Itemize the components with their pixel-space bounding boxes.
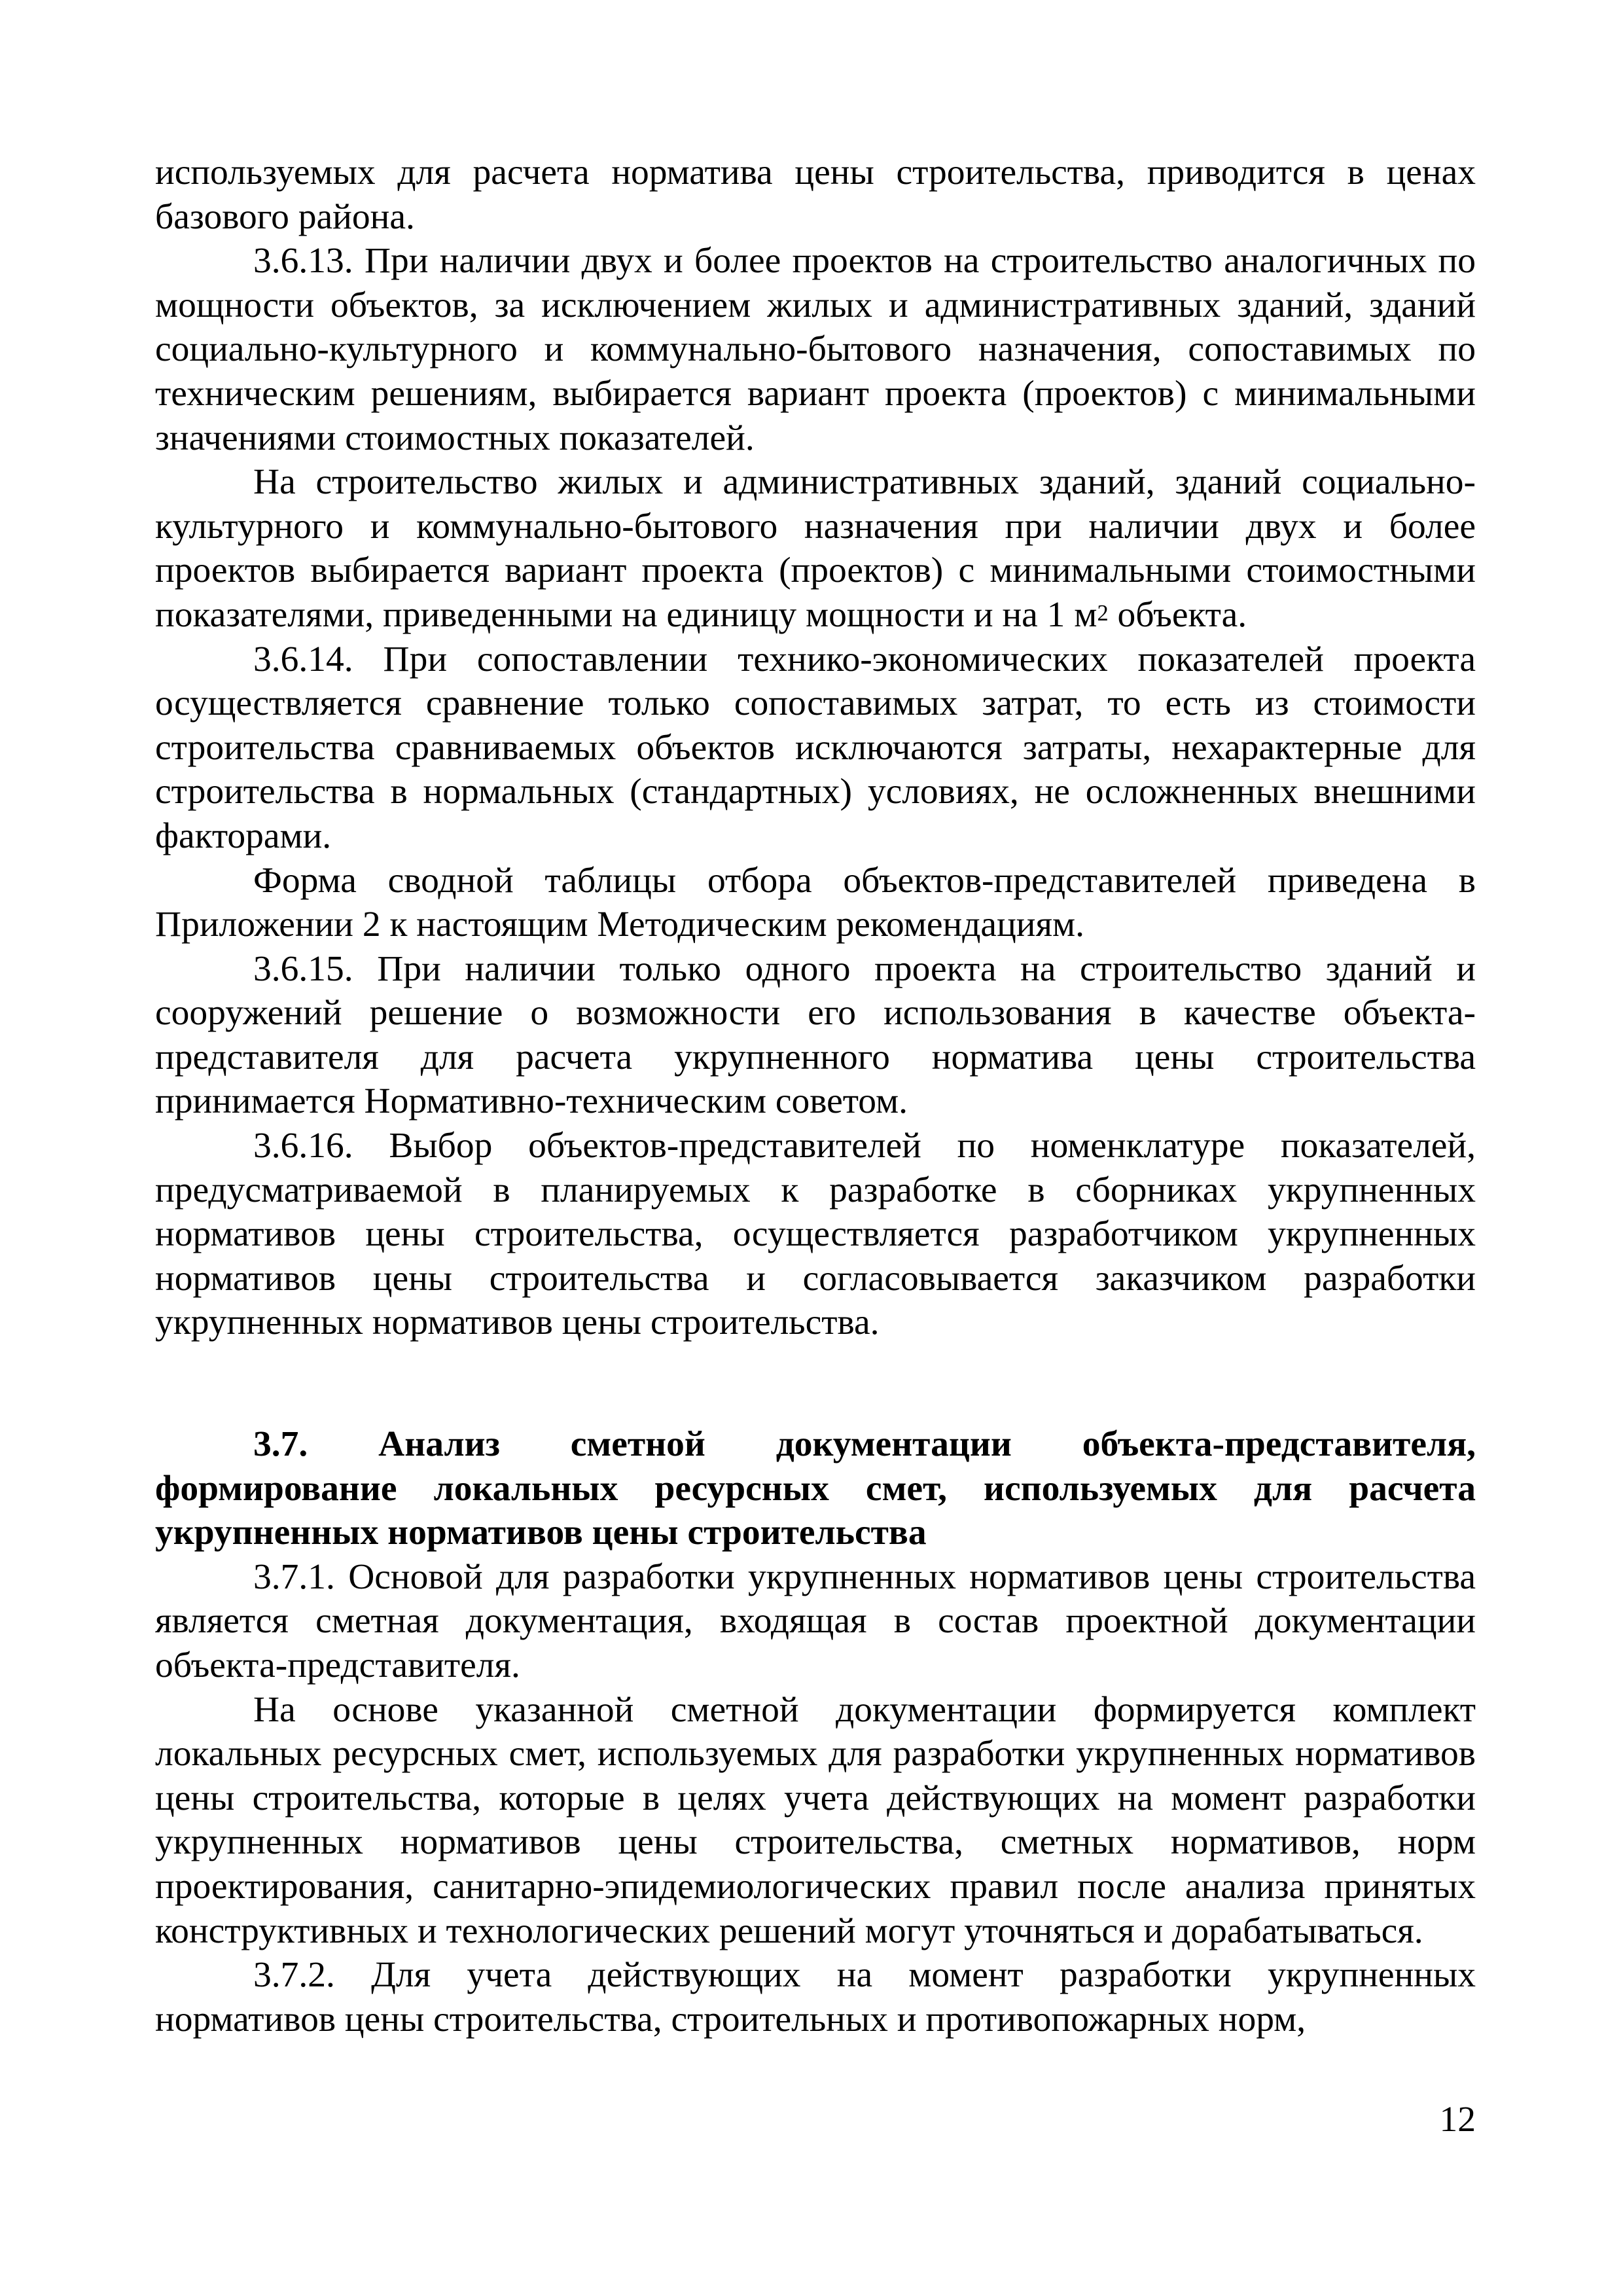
paragraph-summary-table-form: Форма сводной таблицы отбора объектов-представителей приведена в Приложении 2 к настоящим Методическим рекомендациям.	[155, 860, 1476, 945]
paragraph-continuation: используемых для расчета норматива цены строительства, приводится в ценах базового района.	[155, 152, 1476, 237]
paragraph-residential-end: объекта.	[1108, 594, 1247, 635]
square-meter-superscript: 2	[1097, 601, 1109, 626]
paragraph-3-7-2: 3.7.2. Для учета действующих на момент разработки укрупненных нормативов цены строительства, строительных и противопожарных норм,	[155, 1955, 1476, 2039]
section-heading-3-7: 3.7. Анализ сметной документации объекта-представителя, формирование локальных ресурсных смет, используемых для расчета укрупненных нормативов цены строительства	[155, 1424, 1476, 1553]
paragraph-residential-text: На строительство жилых и административных зданий, зданий социально-культурного и коммунально-бытового назначения при наличии двух и более проектов выбирается вариант проекта (проектов) с минимальными стоимостными показателями, приведенными на единицу мощности и на 1 м	[155, 462, 1476, 635]
paragraph-3-7-1: 3.7.1. Основой для разработки укрупненных нормативов цены строительства является сметная документация, входящая в состав проектной документации объекта-представителя.	[155, 1556, 1476, 1685]
paragraph-3-6-16: 3.6.16. Выбор объектов-представителей по номенклатуре показателей, предусматриваемой в планируемых к разработке в сборниках укрупненных нормативов цены строительства, осуществляется разработчиком укрупненных нормативов цены строительства и согласовывается заказчиком разработки укрупненных нормативов цены строительства.	[155, 1126, 1476, 1343]
page-number: 12	[1439, 2100, 1476, 2140]
document-page	[155, 151, 1476, 2041]
paragraph-resource-estimates: На основе указанной сметной документации формируется комплект локальных ресурсных смет, используемых для разработки укрупненных нормативов цены строительства, которые в целях учета действующих на момент разработки укрупненных нормативов цены строительства, сметных нормативов, норм проектирования, санитарно-эпидемиологических правил после анализа принятых конструктивных и технологических решений могут уточняться и дорабатываться.	[155, 1689, 1476, 1951]
paragraph-3-6-15: 3.6.15. При наличии только одного проекта на строительство зданий и сооружений решение о возможности его использования в качестве объекта-представителя для расчета укрупненного норматива цены строительства принимается Нормативно-техническим советом.	[155, 948, 1476, 1122]
paragraph-3-6-13: 3.6.13. При наличии двух и более проектов на строительство аналогичных по мощности объектов, за исключением жилых и административных зданий, зданий социально-культурного и коммунально-бытового назначения, сопоставимых по техническим решениям, выбирается вариант проекта (проектов) с минимальными значениями стоимостных показателей.	[155, 241, 1476, 458]
paragraph-3-6-14: 3.6.14. При сопоставлении технико-экономических показателей проекта осуществляется сравнение только сопоставимых затрат, то есть из стоимости строительства сравниваемых объектов исключаются затраты, нехарактерные для строительства в нормальных (стандартных) условиях, не осложненных внешними факторами.	[155, 639, 1476, 856]
paragraph-residential-buildings	[155, 460, 1476, 637]
